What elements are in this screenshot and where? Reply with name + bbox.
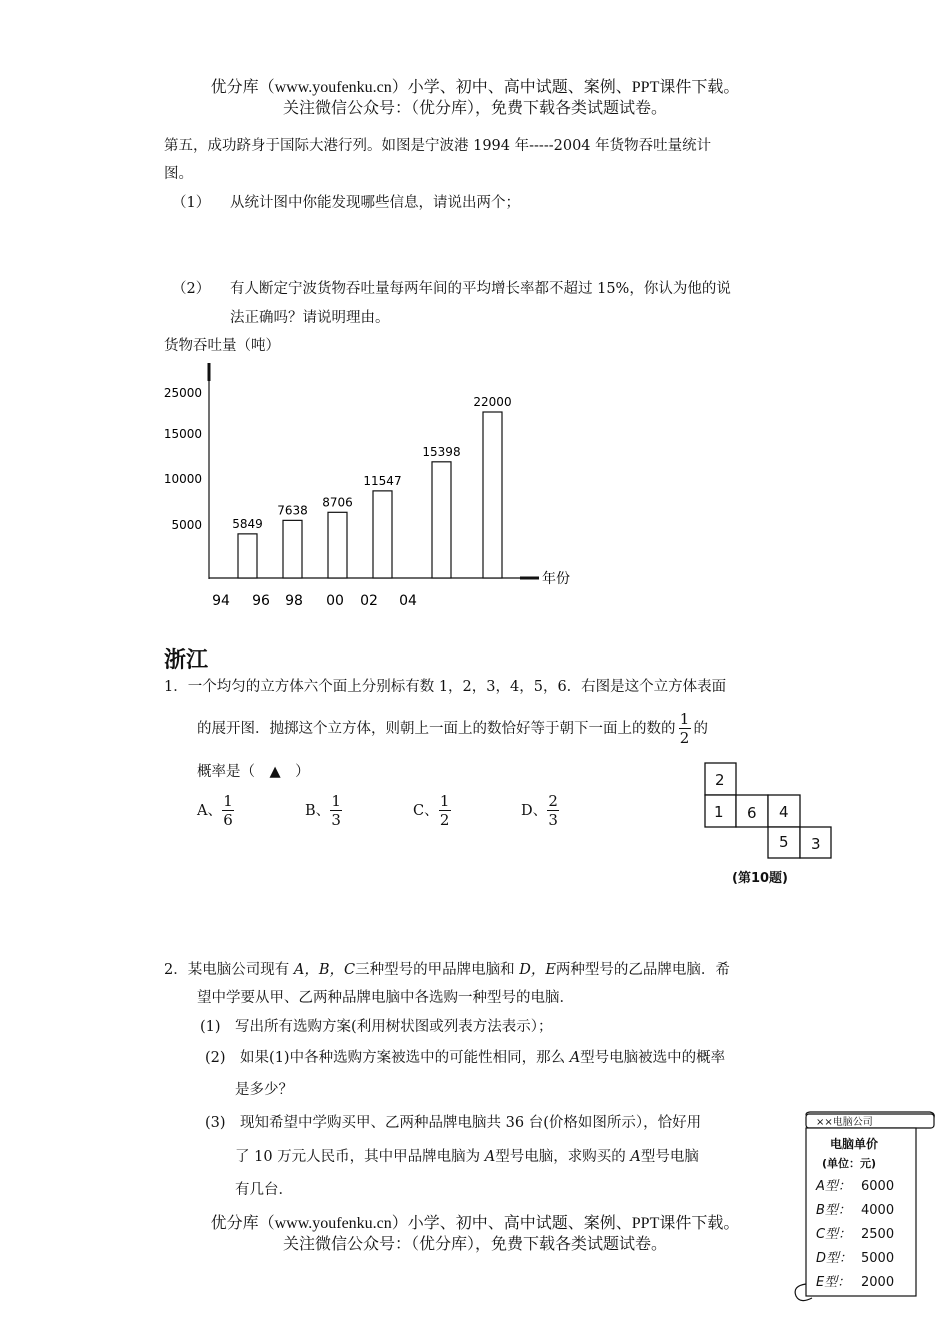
- option-a-denominator: 6: [223, 811, 233, 829]
- zj-p2-sub3-b: 型号电脑，求购买的: [495, 1149, 631, 1165]
- y-tick-labels: [164, 386, 202, 532]
- ningbo-intro-line2: 图。: [164, 166, 193, 182]
- ningbo-q2-line2: 法正确吗？请说明理由。: [230, 310, 390, 326]
- zj-p2-sub2-line2: 是多少？: [235, 1082, 293, 1098]
- zj-p2-sub2-b: 型号电脑被选中的概率: [580, 1050, 726, 1066]
- option-c: [413, 792, 451, 829]
- zj-p1-line3: 概率是（ ▲ ）: [197, 764, 310, 780]
- zj-p1-line1: 1．一个均匀的立方体六个面上分别标有数 1，2，3，4，5，6．右图是这个立方体表面: [164, 679, 727, 695]
- price-row-b-model: B型：: [816, 1203, 851, 1218]
- option-d: [521, 792, 559, 829]
- zj-p2-sub2-a: (2) 如果(1)中各种选购方案被选中的可能性相同，那么: [205, 1050, 570, 1066]
- price-row-d-price: 5000: [861, 1251, 895, 1266]
- header-line-2: 关注微信公众号：（优分库），免费下载各类试题试卷。: [282, 100, 667, 117]
- net-cell-5-label: 5: [779, 833, 789, 851]
- footer-line-2: 关注微信公众号：（优分库），免费下载各类试题试卷。: [282, 1236, 667, 1253]
- header-line-1: 优分库（www.youfenku.cn）小学、初中、高中试题、案例、PPT课件下载。: [210, 79, 740, 96]
- option-c-denominator: 2: [439, 811, 450, 829]
- y-tick-label: 15000: [163, 427, 202, 441]
- bar-value-label: 11547: [363, 473, 402, 488]
- zj-p2-sub3-line1: (3) 现知希望中学购买甲、乙两种品牌电脑共 36 台(价格如图所示），恰好用: [205, 1115, 702, 1131]
- y-tick-label: 10000: [163, 472, 202, 486]
- price-row-a-model: A型：: [816, 1179, 851, 1194]
- bar-96: [283, 520, 302, 578]
- zj-p2-line1-a: 2．某电脑公司现有: [164, 962, 294, 978]
- zj-p2-sub2-line1: [205, 1048, 725, 1068]
- bar-98: [328, 512, 347, 578]
- bar-value-label: 8706: [322, 495, 353, 510]
- footer-line-1: 优分库（www.youfenku.cn）小学、初中、高中试题、案例、PPT课件下载。: [210, 1215, 740, 1232]
- zj-p2-sub3-c: 型号电脑: [640, 1149, 699, 1165]
- x-tick-label: 04: [399, 593, 417, 609]
- option-b-numerator: 1: [331, 792, 341, 810]
- price-row-d-model: D型：: [816, 1251, 853, 1266]
- option-b-fraction: [330, 792, 342, 829]
- option-d-numerator: 2: [548, 792, 558, 810]
- option-c-numerator: 1: [439, 792, 450, 810]
- option-b: [305, 792, 342, 829]
- x-tick-labels: [212, 593, 417, 609]
- cube-net-figure: [700, 758, 840, 890]
- price-row-b-price: 4000: [861, 1203, 895, 1218]
- fraction-one-half: [679, 710, 691, 747]
- zj-p2-vars-abc: A，B，C: [293, 962, 356, 978]
- zj-p2-line2: 望中学要从甲、乙两种品牌电脑中各选购一种型号的电脑．: [197, 990, 574, 1006]
- ningbo-q2-number: （2）: [172, 281, 211, 297]
- ningbo-q1-number: （1）: [172, 195, 211, 211]
- option-a: [197, 792, 234, 829]
- section-title-zhejiang: 浙江: [164, 648, 209, 673]
- ningbo-q2-line1: 有人断定宁波货物吞吐量每两年间的平均增长率都不超过 15%，你认为他的说: [230, 281, 731, 297]
- option-d-label: D、: [521, 802, 548, 819]
- bar-value-label: 15398: [422, 444, 461, 459]
- net-cell-3-label: 3: [811, 835, 821, 853]
- price-card: [788, 1108, 938, 1303]
- zj-p2-vars-de: D，E: [519, 962, 556, 978]
- option-c-fraction: [439, 792, 451, 829]
- option-b-denominator: 3: [331, 811, 341, 829]
- price-card-company: ××电脑公司: [816, 1117, 873, 1128]
- option-a-label: A、: [197, 802, 222, 819]
- x-tick-label: 94: [212, 593, 230, 609]
- price-row-a-price: 6000: [861, 1179, 895, 1194]
- bars: [232, 395, 511, 578]
- price-row-e-price: 2000: [861, 1275, 895, 1290]
- option-c-label: C、: [413, 802, 439, 819]
- zj-p2-line1-b: 三种型号的甲品牌电脑和: [355, 962, 520, 978]
- option-d-fraction: [547, 792, 559, 829]
- net-cell-2-label: 2: [715, 771, 725, 789]
- ningbo-intro-line1: 第五，成功跻身于国际大港行列。如图是宁波港 1994 年-----2004 年货物吞吐量统计: [164, 138, 712, 154]
- bar-04: [483, 412, 502, 578]
- bar-value-label: 22000: [473, 395, 512, 409]
- bar-94: [238, 534, 257, 578]
- option-b-label: B、: [305, 802, 331, 819]
- fraction-numerator: 1: [679, 710, 690, 728]
- zj-p2-sub3-var1: A: [484, 1149, 496, 1165]
- net-caption: (第10题): [732, 871, 788, 886]
- price-card-title: 电脑单价: [830, 1137, 879, 1151]
- fraction-denominator: 2: [679, 729, 690, 747]
- x-tick-label: 02: [360, 593, 378, 609]
- y-tick-label: 25000: [163, 386, 202, 400]
- net-cell-6-label: 6: [747, 804, 757, 822]
- net-cell-1-label: 1: [714, 803, 724, 821]
- zj-p1-line2-end: 的: [693, 720, 708, 737]
- zj-p2-sub3-var2: A: [630, 1149, 641, 1165]
- zj-p2-sub1: (1) 写出所有选购方案(利用树状图或列表方法表示）；: [200, 1019, 553, 1035]
- bar-value-label: 7638: [277, 503, 308, 518]
- zj-p2-line1: [164, 960, 730, 980]
- price-row-c-model: C型：: [816, 1227, 852, 1242]
- zj-p2-sub3-line3: 有几台．: [235, 1182, 293, 1198]
- zj-p2-sub3-a: 了 10 万元人民币，其中甲品牌电脑为: [235, 1149, 485, 1165]
- zj-p1-line2-text: 的展开图．抛掷这个立方体，则朝上一面上的数恰好等于朝下一面上的数的: [197, 720, 676, 737]
- x-tick-label: 96: [252, 593, 270, 609]
- x-tick-label: 00: [326, 593, 344, 609]
- net-cell-4-label: 4: [779, 803, 789, 821]
- x-tick-label: 98: [285, 593, 303, 609]
- y-tick-label: 5000: [171, 518, 202, 532]
- bar-00: [373, 491, 392, 578]
- option-a-numerator: 1: [223, 792, 233, 810]
- bar-chart: [150, 355, 610, 620]
- zj-p2-line1-c: 两种型号的乙品牌电脑．希: [555, 962, 730, 978]
- bar-02: [432, 462, 451, 578]
- price-row-e-model: E型：: [816, 1275, 851, 1290]
- price-card-unit: (单位：元): [822, 1157, 877, 1170]
- chart-y-axis-title: 货物吞吐量（吨）: [164, 338, 280, 354]
- option-a-fraction: [222, 792, 234, 829]
- price-row-c-price: 2500: [861, 1227, 895, 1242]
- zj-p2-sub2-var: A: [569, 1050, 581, 1066]
- ningbo-q1-text: 从统计图中你能发现哪些信息，请说出两个；: [230, 195, 520, 211]
- zj-p1-line2: [197, 710, 708, 747]
- zj-p2-sub3-line2: [235, 1147, 699, 1167]
- x-axis-title: 年份: [542, 571, 570, 587]
- bar-value-label: 5849: [232, 516, 263, 531]
- option-d-denominator: 3: [548, 811, 558, 829]
